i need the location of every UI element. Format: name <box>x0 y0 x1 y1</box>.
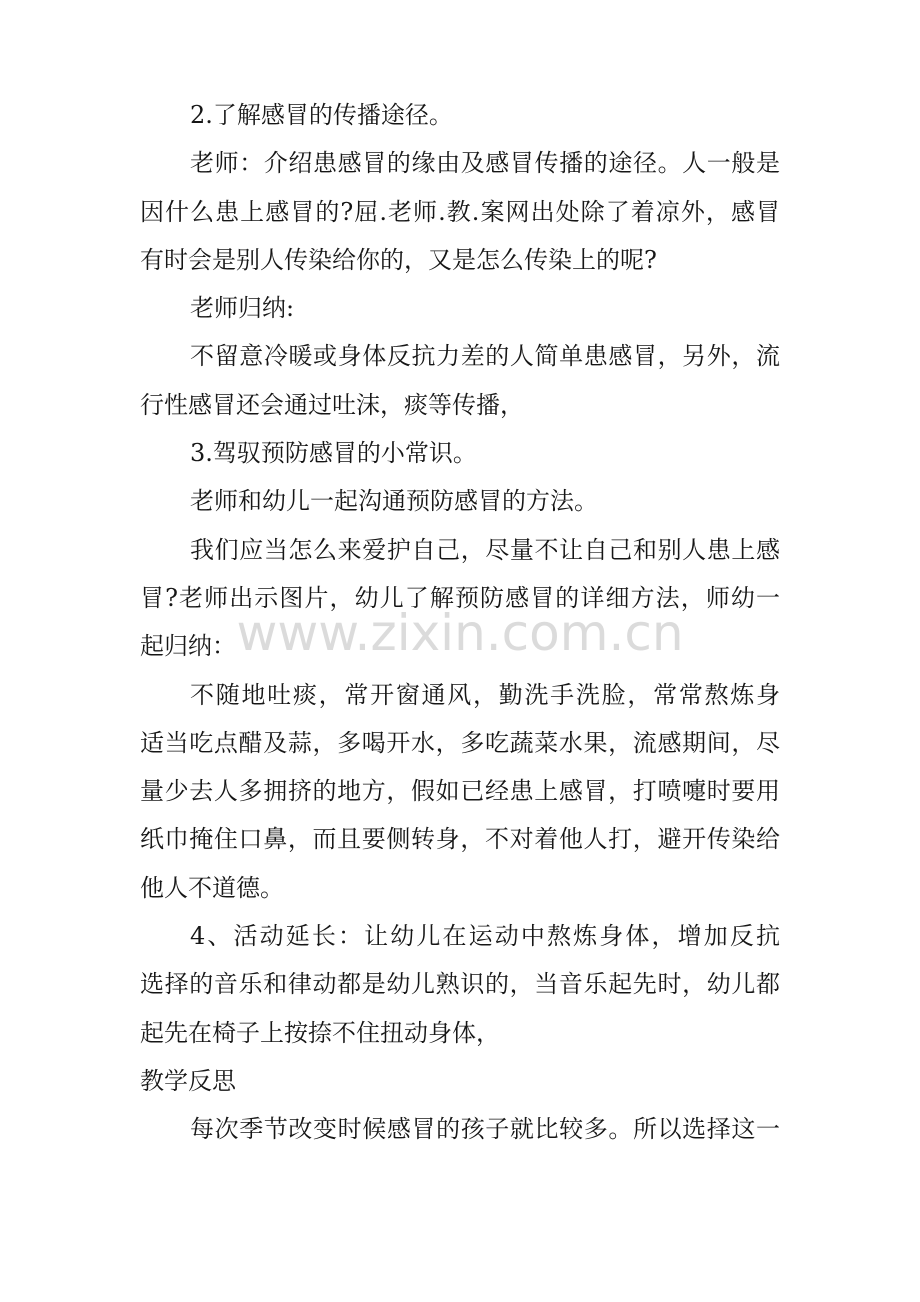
text-line: 纸巾掩住口鼻，而且要侧转身，不对着他人打，避开传染给 <box>140 825 780 854</box>
text-line: 冒?老师出示图片，幼儿了解预防感冒的详细方法，师幼一 <box>140 583 780 612</box>
text-line: 4、活动延长：让幼儿在运动中熬炼身体，增加反抗 <box>190 922 780 951</box>
text-line: 老师和幼儿一起沟通预防感冒的方法。 <box>190 487 598 516</box>
text-line: 2.了解感冒的传播途径。 <box>190 101 453 129</box>
text-line: 有时会是别人传染给你的，又是怎么传染上的呢? <box>140 245 657 274</box>
text-line: 适当吃点醋及蒜，多喝开水，多吃蔬菜水果，流感期间，尽 <box>140 728 780 757</box>
text-line: 不随地吐痰，常开窗通风，勤洗手洗脸，常常熬炼身 <box>190 680 780 709</box>
watermark: www.zixin.com.cn <box>236 604 684 662</box>
text-line: 每次季节改变时候感冒的孩子就比较多。所以选择这一 <box>190 1115 780 1144</box>
text-line: 老师归纳: <box>190 294 295 323</box>
text-line: 我们应当怎么来爱护自己，尽量不让自己和别人患上感 <box>190 535 780 564</box>
document-body <box>140 91 780 1154</box>
text-line: 他人不道德。 <box>140 873 284 902</box>
text-line: 老师：介绍患感冒的缘由及感冒传播的途径。人一般是 <box>190 149 780 178</box>
text-line: 选择的音乐和律动都是幼儿熟识的，当音乐起先时，幼儿都 <box>140 970 780 999</box>
text-line: 因什么患上感冒的?屈.老师.教.案网出处除了着凉外，感冒 <box>140 197 780 226</box>
text-line: 不留意冷暖或身体反抗力差的人简单患感冒，另外，流 <box>190 342 780 371</box>
text-line: 起归纳： <box>140 632 236 661</box>
text-line: 3.驾驭预防感冒的小常识。 <box>190 439 477 468</box>
text-line: 行性感冒还会通过吐沫，痰等传播， <box>140 390 524 419</box>
section-heading: 教学反思 <box>140 1066 236 1095</box>
text-line: 起先在椅子上按捺不住扭动身体， <box>140 1018 500 1047</box>
text-line: 量少去人多拥挤的地方，假如已经患上感冒，打喷嚏时要用 <box>140 777 780 806</box>
